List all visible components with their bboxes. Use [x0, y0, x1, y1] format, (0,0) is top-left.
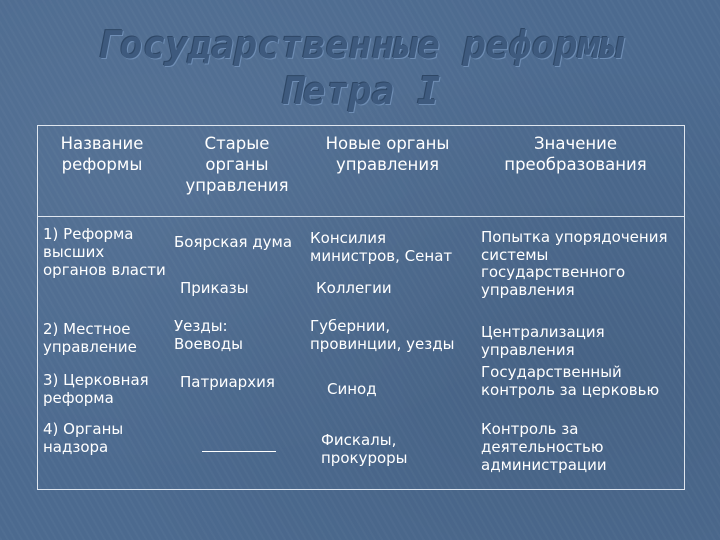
- header-meaning: Значение преобразования: [504, 134, 647, 174]
- row3-meaning: Государственный контроль за церковью: [481, 363, 660, 399]
- row4-old-organ-empty: [202, 451, 276, 452]
- slide-title: [0, 22, 720, 114]
- row1-old-organ-1: Боярская дума: [174, 233, 293, 251]
- header-new-organs: Новые органы управления: [325, 134, 450, 174]
- row1-new-organ-2: Коллегии: [316, 279, 392, 297]
- row2-new-organs: Губернии, провинции, уезды: [310, 317, 455, 353]
- header-reform-name: Название реформы: [60, 134, 144, 174]
- row2-old-organs: Уезды: Воеводы: [174, 317, 243, 353]
- row1-reform-name: 1) Реформа высших органов власти: [43, 225, 166, 279]
- title-line-2: Петра I: [279, 69, 441, 113]
- row2-meaning: Централизация управления: [481, 323, 605, 359]
- row1-new-organ-1: Консилия министров, Сенат: [310, 229, 453, 265]
- row1-old-organ-2: Приказы: [180, 279, 249, 297]
- title-line-1: Государственные реформы: [96, 23, 624, 67]
- row4-meaning: Контроль за деятельностью администрации: [481, 420, 607, 474]
- row3-new-organ: Синод: [327, 380, 377, 398]
- row1-meaning: Попытка упорядочения системы государственного управления: [481, 228, 668, 299]
- header-divider: [37, 216, 685, 217]
- row2-reform-name: 2) Местное управление: [43, 320, 137, 356]
- row4-new-organs: Фискалы, прокуроры: [321, 431, 408, 467]
- header-old-organs: Старые органы управления: [185, 134, 289, 195]
- row4-reform-name: 4) Органы надзора: [43, 420, 124, 456]
- row3-old-organ: Патриархия: [180, 373, 275, 391]
- row3-reform-name: 3) Церковная реформа: [43, 371, 149, 407]
